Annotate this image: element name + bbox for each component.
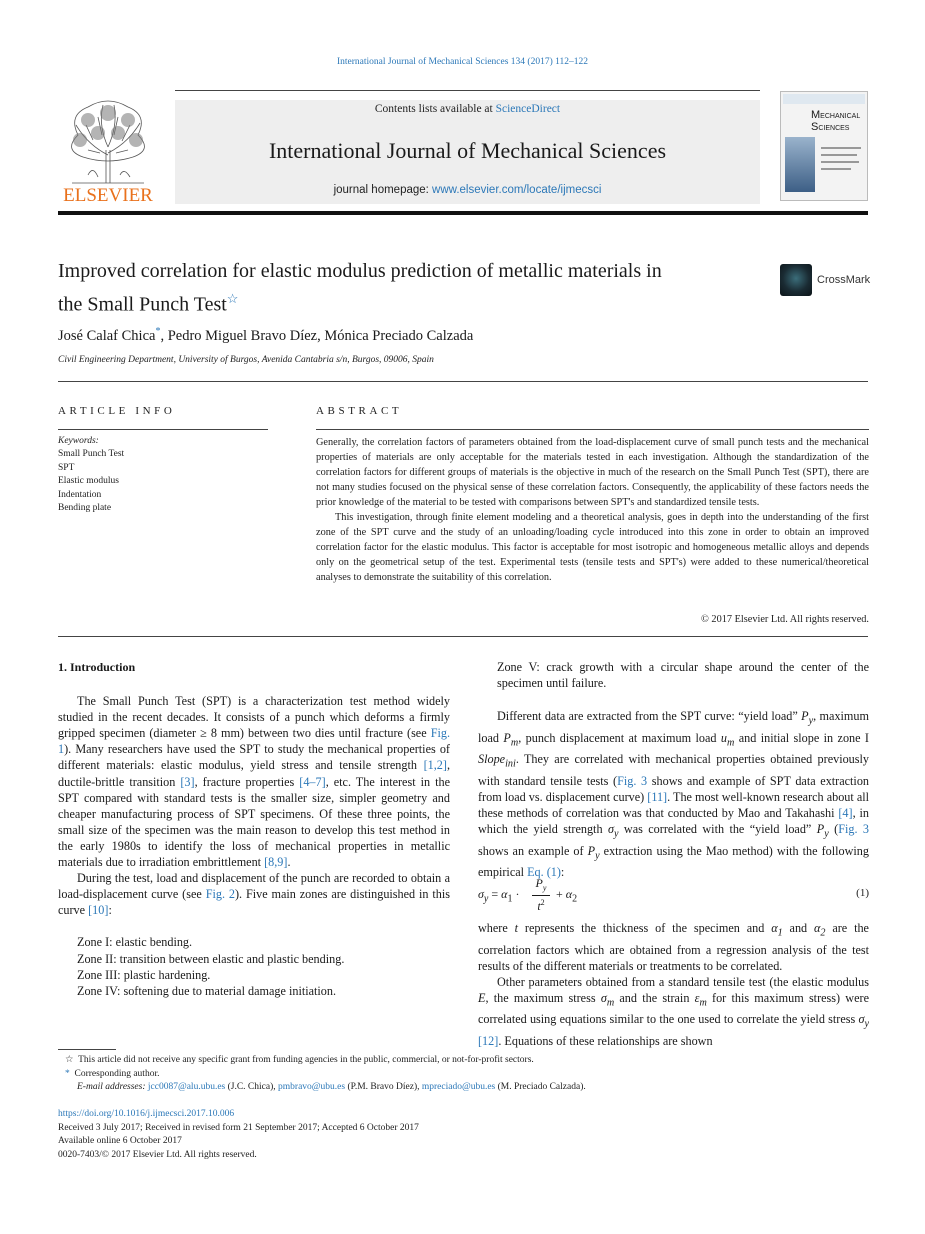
body-right-column-continued [478,920,869,1049]
footnote: ☆ This article did not receive any specific grant from funding agencies in the public, commercial, or not-for-profit sectors. [65,1055,534,1065]
keyword: SPT [58,462,75,473]
fig1-link[interactable]: Fig. 1 [58,726,450,757]
article-metadata [58,1108,858,1162]
abstract-heading: ABSTRACT [316,405,403,417]
article-info-heading: ARTICLE INFO [58,405,176,417]
paragraph: The Small Punch Test (SPT) is a characterization test method widely studied in the recent decades. It consists of a punch which deforms a firmly gripped specimen (diameter ≥ 8 mm) between two dies until fracture (see Fig. 1). Many researchers have used the SPT to study the mechanical properties of different materials: elastic modulus, yield stress and tensile strength [1,2], ductile-brittle transition [3], fracture properties [4–7], etc. The interest in the SPT compared with standard tests is the smaller size, simpler geometry and cheaper manufacturing process of SPT specimens. Of these three points, the small size of the specimen was the main reason to develop this test method in the early 1980s to identify the loss of mechanical properties in metallic materials due to irradiation embrittlement [8,9]. [58,694,450,870]
abstract-paragraph: Generally, the correlation factors of parameters obtained from the load-displacement curve of small punch tests and the mechanical properties of materials are only acceptable for the materials tested in each investigation. Although the standardization of the correlation factors for different groups of materials is the objective in much of the research on the Small Punch Test (SPT), there are not many studies focused on the physical sense of these correlation factors. Consequently, the applicability of these factors needs the prior knowledge of the material to be tested with comparisons between SPT's and standardized tensile tests. [316,437,869,508]
ref-link[interactable]: [3] [180,774,195,789]
sciencedirect-link[interactable]: ScienceDirect [495,103,561,115]
fig3-link[interactable]: Fig. 3 [838,822,869,837]
keyword: Bending plate [58,503,112,514]
crossmark-label[interactable]: CrossMark [817,274,871,286]
keyword: Indentation [58,489,102,500]
contents-line: Contents lists available at ScienceDirect [374,103,561,115]
footnotes [65,1054,865,1095]
ref-link[interactable]: [4] [838,805,853,820]
rule-above-body [58,636,868,637]
footnote-rule [58,1049,116,1050]
keyword: Small Punch Test [58,449,125,460]
banner-top-rule [175,90,760,91]
paragraph: Other parameters obtained from a standard tensile test (the elastic modulus E, the maximum stress $\sigma_m$ and the strain $\varepsilon_m$ for this maximum stress) were correlated using equations similar to the one used to correlate the yield stress $\sigma_y$ [12]. Equations of these relationships are shown [478,974,869,1048]
footnote: * Corresponding author. [65,1068,160,1079]
ref-link[interactable]: [11] [647,789,668,804]
journal-cover[interactable]: MECHANICAL SCIENCES [780,91,868,201]
article-title: Improved correlation for elastic modulus prediction of metallic materials in the Small Punch Test☆ [58,260,662,316]
abstract-text [316,435,869,585]
corresponding-mark[interactable]: * [155,326,161,337]
title-footnote-mark[interactable]: ☆ [226,291,239,306]
zone-item: Zone III: plastic hardening. [77,967,211,982]
email-footnote: E-mail addresses: jcc0087@alu.ubu.es (J.C. Chica), pmbravo@ubu.es (P.M. Bravo Díez), mpreciado@ubu.es (M. Preciado Calzada). [77,1082,586,1093]
section-heading: 1. Introduction [58,660,136,674]
ref-link[interactable]: [8,9] [264,855,288,870]
email-link[interactable]: mpreciado@ubu.es [421,1082,496,1093]
author-1[interactable]: José Calaf Chica [58,327,156,344]
issn-copyright: 0020-7403/© 2017 Elsevier Ltd. All rights reserved. [58,1149,257,1160]
email-link[interactable]: jcc0087@alu.ubu.es [147,1082,226,1093]
homepage-link[interactable]: www.elsevier.com/locate/ijmecsci [432,184,602,196]
journal-homepage: journal homepage: www.elsevier.com/locate/ijmecsci [333,184,602,196]
info-rule [58,429,268,430]
equation-1: $\sigma_y = \alpha_1$ · $P_y$ $t^2$ + $\alpha_2$ (1) [478,876,869,914]
elsevier-tree-logo [58,95,158,205]
eq1-link[interactable]: Eq. (1) [527,865,561,880]
fig3-link[interactable]: Fig. 3 [617,773,648,788]
body-right-column [478,659,869,880]
ref-link[interactable]: [10] [88,903,109,918]
zone-item: Zone I: elastic bending. [77,935,193,950]
zone-item: Zone II: transition between elastic and plastic bending. [77,951,345,966]
zone-item: Zone IV: softening due to material damage initiation. [77,983,337,998]
abstract-copyright: © 2017 Elsevier Ltd. All rights reserved. [701,614,869,625]
rule-above-info [58,381,868,382]
author-list: José Calaf Chica*, Pedro Miguel Bravo Díez, Mónica Preciado Calzada [58,326,474,344]
fraction: $P_y$ $t^2$ [532,877,550,913]
ref-link[interactable]: [1,2] [423,758,447,773]
ref-link[interactable]: [12] [478,1033,499,1048]
header-rule [58,211,868,215]
zone-item: Zone V: crack growth with a circular shape around the center of the specimen until failure. [497,660,869,691]
fig2-link[interactable]: Fig. 2 [205,887,235,902]
ref-link[interactable]: [4–7] [299,774,326,789]
equation-body: $\sigma_y = \alpha_1$ · [478,887,520,905]
paragraph: During the test, load and displacement of the punch are recorded to obtain a load-displacement curve (see Fig. 2). Five main zones are distinguished in this curve [10]: [58,871,451,918]
body-left-column [58,659,450,999]
history: Received 3 July 2017; Received in revised form 21 September 2017; Accepted 6 October 2017 [58,1122,419,1133]
online-date: Available online 6 October 2017 [58,1136,182,1147]
email-link[interactable]: pmbravo@ubu.es [278,1082,346,1093]
doi-link[interactable]: https://doi.org/10.1016/j.ijmecsci.2017.10.006 [58,1109,235,1119]
abstract-rule [316,429,869,430]
affiliation: Civil Engineering Department, University of Burgos, Avenida Cantabria s/n, Burgos, 09006, Spain [58,355,434,365]
journal-banner [175,100,760,204]
crossmark-icon[interactable] [780,264,812,296]
paragraph: Different data are extracted from the SPT curve: “yield load” $P_y$, maximum load $P_m$, punch displacement at maximum load $u_m$ and initial slope in zone I Slope$_{ini}$. They are correlated with mechanical properties obtained previously with standard tensile tests (Fig. 3 shows and example of SPT data extraction from load vs. displacement curve) [11]. The most well-known research about all these methods of correlation was that conducted by Mao and Takahashi [4], in which the yield strength $\sigma_y$ was correlated with the “yield load” $P_y$ (Fig. 3 shows an example of $P_y$ extraction using the Mao method) with the following empirical Eq. (1): [478,709,870,880]
journal-title: International Journal of Mechanical Sciences [268,138,667,163]
running-head[interactable]: International Journal of Mechanical Sciences 134 (2017) 112–122 [336,57,589,67]
keyword: Elastic modulus [58,476,119,487]
keywords: Keywords: Small Punch Test SPT Elastic modulus Indentation Bending plate [58,435,268,515]
elsevier-wordmark: ELSEVIER [63,185,153,205]
abstract-paragraph: This investigation, through finite element modeling and a theoretical analysis, goes in depth into the understanding of the first zone of the SPT curve and the study of an unloading/loading cycle introduced into this zone in order to obtain an improved correlation factor for the elastic modulus. This factor is acceptable for most isotropic and homogeneous metallic alloys and depends only on the geometrical setup of the test. Experimental tests (tensile tests and SPT's) were added to these numerical/theoretical analyses to demonstrate the suitability of this correlation. [316,512,869,583]
equation-number: (1) [856,887,869,899]
paragraph: where t represents the thickness of the specimen and $\alpha_1$ and $\alpha_2$ are the correlation factors which are obtained from a regression analysis of the test results of the different materials or treatments to be correlated. [478,921,869,973]
